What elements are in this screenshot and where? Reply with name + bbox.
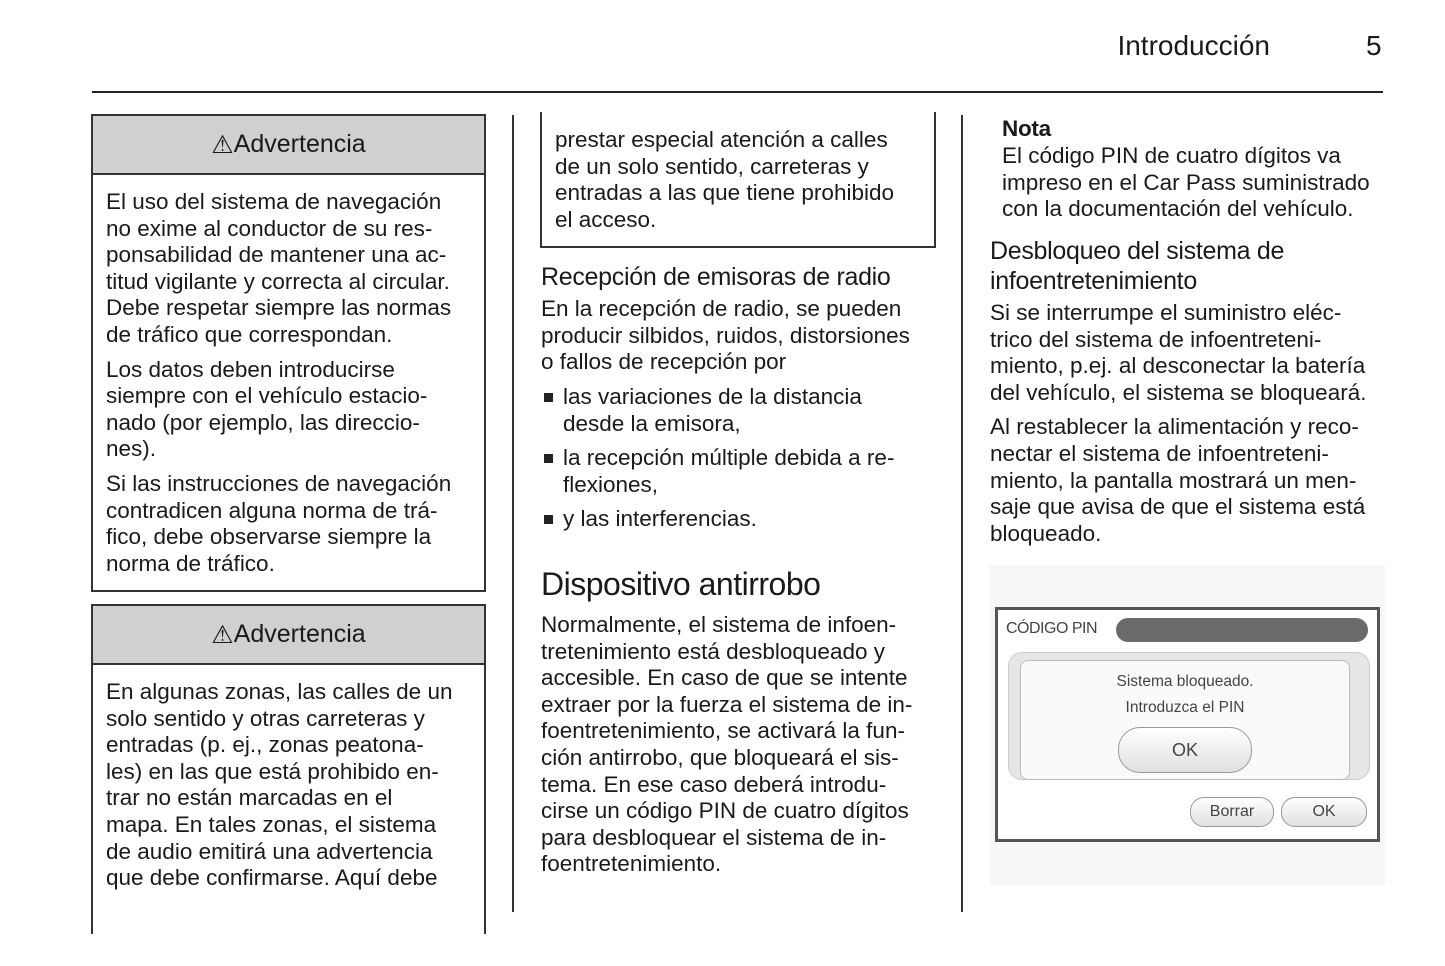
bullet-item [541,506,894,533]
page-number: 5 [1366,30,1382,61]
text-line: solo sentido y otras carreteras y [106,705,425,731]
text-line: miento, p.ej. al desconectar la batería [990,353,1366,379]
text-line: ponsabilidad de mantener una ac- [106,242,447,268]
warning-box-oneway [91,604,486,934]
text-line: trico del sistema de infoentreteni- [990,326,1322,352]
text-line: Debe respetar siempre las normas [106,295,452,321]
text-line: trar no están marcadas en el [106,785,393,811]
text-line: impreso en el Car Pass suministrado [1002,169,1370,195]
text-line: que debe confirmarse. Aquí debe [106,865,438,891]
paragraph [555,127,934,233]
text-line: foentretenimiento, se activará la fun- [541,718,905,744]
text-line: les) en las que está prohibido en- [106,758,439,784]
locked-dialog [1020,660,1350,780]
section-title: Introducción [1117,30,1270,61]
text-line: producir silbidos, ruidos, distorsiones [541,322,910,348]
text-line: la recepción múltiple debida a re- [563,445,895,471]
text-line: con la documentación del vehículo. [1002,196,1354,222]
dialog-ok-button[interactable]: OK [1118,727,1252,773]
warning-header [93,606,484,665]
text-line: El uso del sistema de navegación [106,189,442,214]
text-line: Al restablecer la alimentación y reco- [990,414,1359,440]
pin-screen-image [990,565,1385,885]
warning-triangle-icon: ⚠ [211,130,234,159]
text-line: las variaciones de la distancia [563,384,862,409]
pin-screen [995,607,1380,842]
ok-button[interactable]: OK [1281,797,1367,827]
header-rule [92,91,1383,93]
text-line: de un solo sentido, carreteras y [555,153,869,179]
delete-button[interactable]: Borrar [1190,797,1274,827]
text-line: extraer por la fuerza el sistema de in- [541,691,913,717]
antitheft-body [541,612,912,886]
heading-line: infoentretenimiento [990,267,1197,295]
text-line: En la recepción de radio, se pueden [541,296,902,321]
text-line: de tráfico que correspondan. [106,321,393,347]
warning-text [93,665,484,892]
warning-triangle-icon: ⚠ [211,620,234,649]
text-line: accesible. En caso de que se intente [541,665,908,691]
warning-box-navigation [91,114,486,592]
text-line: Si se interrumpe el suministro eléc- [990,300,1342,325]
paragraph [1002,143,1370,223]
text-line: Normalmente, el sistema de infoen- [541,612,897,637]
paragraph [541,296,910,376]
text-line: siempre con el vehículo estacio- [106,383,428,409]
radio-heading: Recepción de emisoras de radio [541,263,891,291]
text-line: foentretenimiento. [541,851,722,877]
unlock-body [990,300,1366,555]
text-line: o fallos de recepción por [541,349,787,375]
paragraph [106,189,484,349]
text-line: el acceso. [555,206,657,232]
text-line: miento, la pantalla mostrará un men- [990,467,1357,493]
warning-header [93,116,484,175]
warning-box-continued [540,112,936,248]
note-title: Nota [1002,116,1051,141]
text-line: Si las instrucciones de navegación [106,470,452,496]
text-line: titud vigilante y correcta al circular. [106,268,450,294]
note-body [1002,143,1370,231]
bullet-item [541,445,894,498]
text-line: fico, debe observarse siempre la [106,524,432,550]
text-line: contradicen alguna norma de trá- [106,497,438,523]
warning-text [93,175,484,577]
paragraph [106,471,484,577]
enter-pin-message: Introduzca el PIN [1125,699,1245,716]
column-divider [961,115,963,912]
pin-entry-field[interactable] [1116,618,1368,642]
text-line: Los datos deben introducirse [106,356,395,382]
text-line: bloqueado. [990,520,1102,546]
text-line: del vehículo, el sistema se bloqueará. [990,379,1367,405]
text-line: flexiones, [563,471,659,497]
text-line: saje que avisa de que el sistema está [990,494,1366,520]
locked-message: Sistema bloqueado. [1116,673,1254,690]
text-line: norma de tráfico. [106,550,275,576]
paragraph [106,357,484,463]
bullet-item [541,384,894,437]
column-divider [512,115,514,912]
text-line: y las interferencias. [563,506,757,532]
warning-title: Advertencia [233,130,366,158]
text-line: cirse un código PIN de cuatro dígitos [541,798,909,824]
antitheft-heading: Dispositivo antirrobo [541,566,821,602]
text-line: para desbloquear el sistema de in- [541,824,887,850]
text-line: desde la emisora, [563,410,741,436]
text-line: En algunas zonas, las calles de un [106,679,453,704]
text-line: El código PIN de cuatro dígitos va [1002,143,1341,168]
text-line: entradas a las que tiene prohibido [555,180,894,206]
text-line: de audio emitirá una advertencia [106,838,433,864]
paragraph [990,414,1366,547]
paragraph [106,679,484,892]
paragraph [541,612,912,878]
warning-title: Advertencia [233,620,366,648]
paragraph [990,300,1366,406]
pin-label: CÓDIGO PIN [1006,620,1098,637]
text-line: tema. En ese caso deberá introdu- [541,771,887,797]
text-line: nes). [106,436,157,462]
radio-bullets [541,384,894,541]
text-line: entradas (p. ej., zonas peatona- [106,732,424,758]
text-line: mapa. En tales zonas, el sistema [106,811,437,837]
heading-line: Desbloqueo del sistema de [990,237,1285,265]
text-line: no exime al conductor de su res- [106,215,433,241]
radio-body [541,296,910,384]
text-line: ción antirrobo, que bloqueará el sis- [541,744,899,770]
unlock-heading [990,236,1284,296]
text-line: tretenimiento está desbloqueado y [541,638,885,664]
text-line: nado (por ejemplo, las direccio- [106,409,420,435]
text-line: nectar el sistema de infoentreteni- [990,440,1329,466]
text-line: prestar especial atención a calles [555,127,888,152]
